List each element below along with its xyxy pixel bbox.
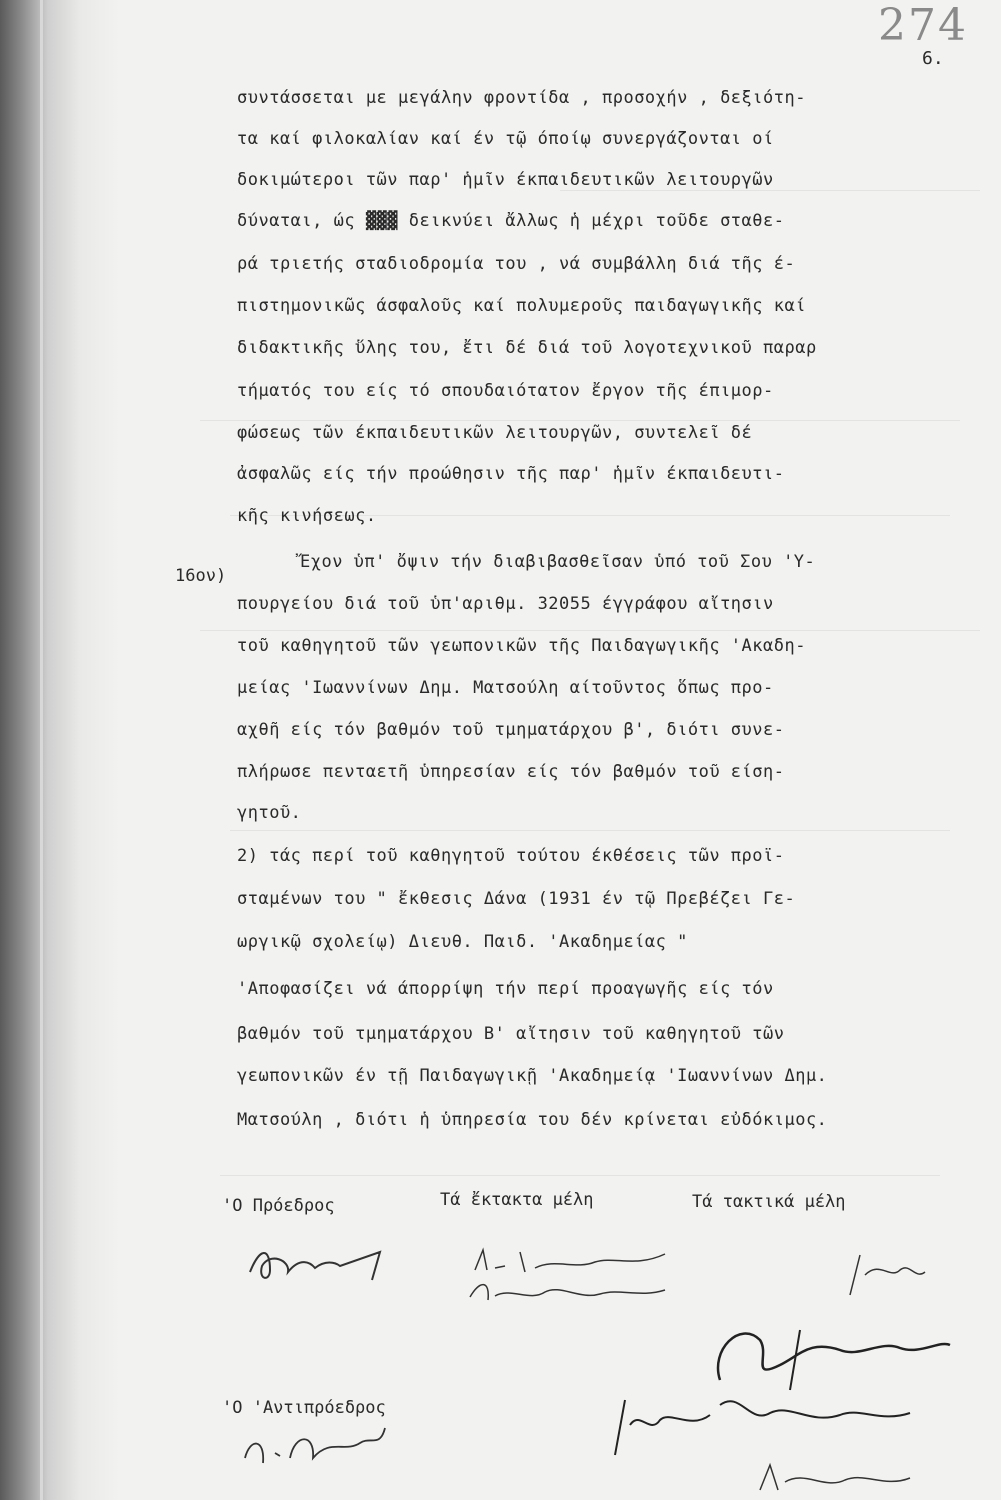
president-signature xyxy=(240,1232,400,1292)
bleed-through xyxy=(200,420,960,421)
body-line: πιστημονικῶς άσφαλοῦς καί πολυμεροῦς παιδαγωγικῆς καί xyxy=(237,296,806,316)
body-line: ἀσφαλῶς είς τήν προώθησιν τῆς παρ' ἡμῖν έκπαιδευτι- xyxy=(237,464,785,484)
body-line: τήματός του είς τό σπουδαιότατον ἔργον τῆς έπιμορ- xyxy=(237,381,774,401)
item-marker: 16ον) xyxy=(175,566,227,586)
item-line: σταμένων του " ἔκθεσις Δάνα (1931 έν τῷ Πρεβέζει Γε- xyxy=(237,889,796,909)
regular-member-signature-1 xyxy=(840,1250,930,1300)
archive-number: 274 xyxy=(878,0,968,51)
vice-president-signature xyxy=(235,1418,395,1478)
extraordinary-member-signature-2 xyxy=(460,1272,680,1312)
item-line: 'Αποφασίζει νά άπορρίψη τήν περί προαγωγῆς είς τόν xyxy=(237,979,774,999)
item-line: πουργείου διά τοῦ ὑπ'αριθμ. 32055 έγγράφου αἴτησιν xyxy=(237,594,774,614)
item-line: βαθμόν τοῦ τμηματάρχου Β' αἴτησιν τοῦ καθηγητοῦ τῶν xyxy=(237,1024,785,1044)
body-line: ρά τριετής σταδιοδρομία του , νά συμβάλλη διά τῆς έ- xyxy=(237,254,796,274)
body-line: τα καί φιλοκαλίαν καί έν τῷ όποίῳ συνεργάζονται οί xyxy=(237,129,774,149)
body-line: φώσεως τῶν έκπαιδευτικῶν λειτουργῶν, συντελεῖ δέ xyxy=(237,423,753,443)
bleed-through xyxy=(230,830,950,831)
item-line: μείας 'Ιωαννίνων Δημ. Ματσούλη αίτοῦντος ὅπως προ- xyxy=(237,678,774,698)
item-line: γεωπονικῶν έν τῇ Παιδαγωγικῇ 'Ακαδημείᾳ 'Ιωαννίνων Δημ. xyxy=(237,1066,828,1086)
item-line: αχθῆ είς τόν βαθμόν τοῦ τμηματάρχου β', διότι συνε- xyxy=(237,720,785,740)
body-line: κῆς κινήσεως. xyxy=(237,506,377,526)
president-label: 'Ο Πρόεδρος xyxy=(222,1196,335,1216)
body-line: δοκιμώτεροι τῶν παρ' ἡμῖν έκπαιδευτικῶν λειτουργῶν xyxy=(237,170,774,190)
regular-members-label: Τά τακτικά μέλη xyxy=(692,1192,846,1212)
vice-president-label: 'Ο 'Αντιπρόεδρος xyxy=(222,1398,386,1418)
bleed-through xyxy=(200,630,980,631)
item-line: 2) τάς περί τοῦ καθηγητοῦ τούτου έκθέσεις τῶν προϊ- xyxy=(237,846,785,866)
bleed-through xyxy=(560,190,980,191)
item-line: Ἔχον ὑπ' ὄψιν τήν διαβιβασθεῖσαν ὑπό τοῦ Σου 'Υ- xyxy=(300,552,816,572)
regular-member-signature-4 xyxy=(750,1460,920,1498)
item-line: Ματσούλη , διότι ἡ ὑπηρεσία του δέν κρίνεται εὐδόκιμος. xyxy=(237,1110,828,1130)
item-line: πλήρωσε πενταετῆ ὑπηρεσίαν είς τόν βαθμόν τοῦ είση- xyxy=(237,762,785,782)
page-number: 6. xyxy=(922,48,944,69)
bleed-through xyxy=(220,1175,940,1176)
body-line: συντάσσεται με μεγάλην φροντίδα , προσοχήν , δεξιότη- xyxy=(237,88,806,108)
body-line: διδακτικῆς ὕλης του, ἔτι δέ διά τοῦ λογοτεχνικοῦ παραρ xyxy=(237,338,817,358)
item-line: ωργικῷ σχολείῳ) Διευθ. Παιδ. 'Ακαδημείας " xyxy=(237,932,688,952)
body-line: δύναται, ώς ▓▓▓ δεικνύει ἄλλως ἡ μέχρι τοῦδε σταθε- xyxy=(237,211,785,231)
extraordinary-members-label: Τά ἔκτακτα μέλη xyxy=(440,1190,594,1210)
regular-member-signature-3 xyxy=(600,1385,920,1460)
item-line: τοῦ καθηγητοῦ τῶν γεωπονικῶν τῆς Παιδαγωγικῆς 'Ακαδη- xyxy=(237,636,806,656)
item-line: γητοῦ. xyxy=(237,803,302,823)
